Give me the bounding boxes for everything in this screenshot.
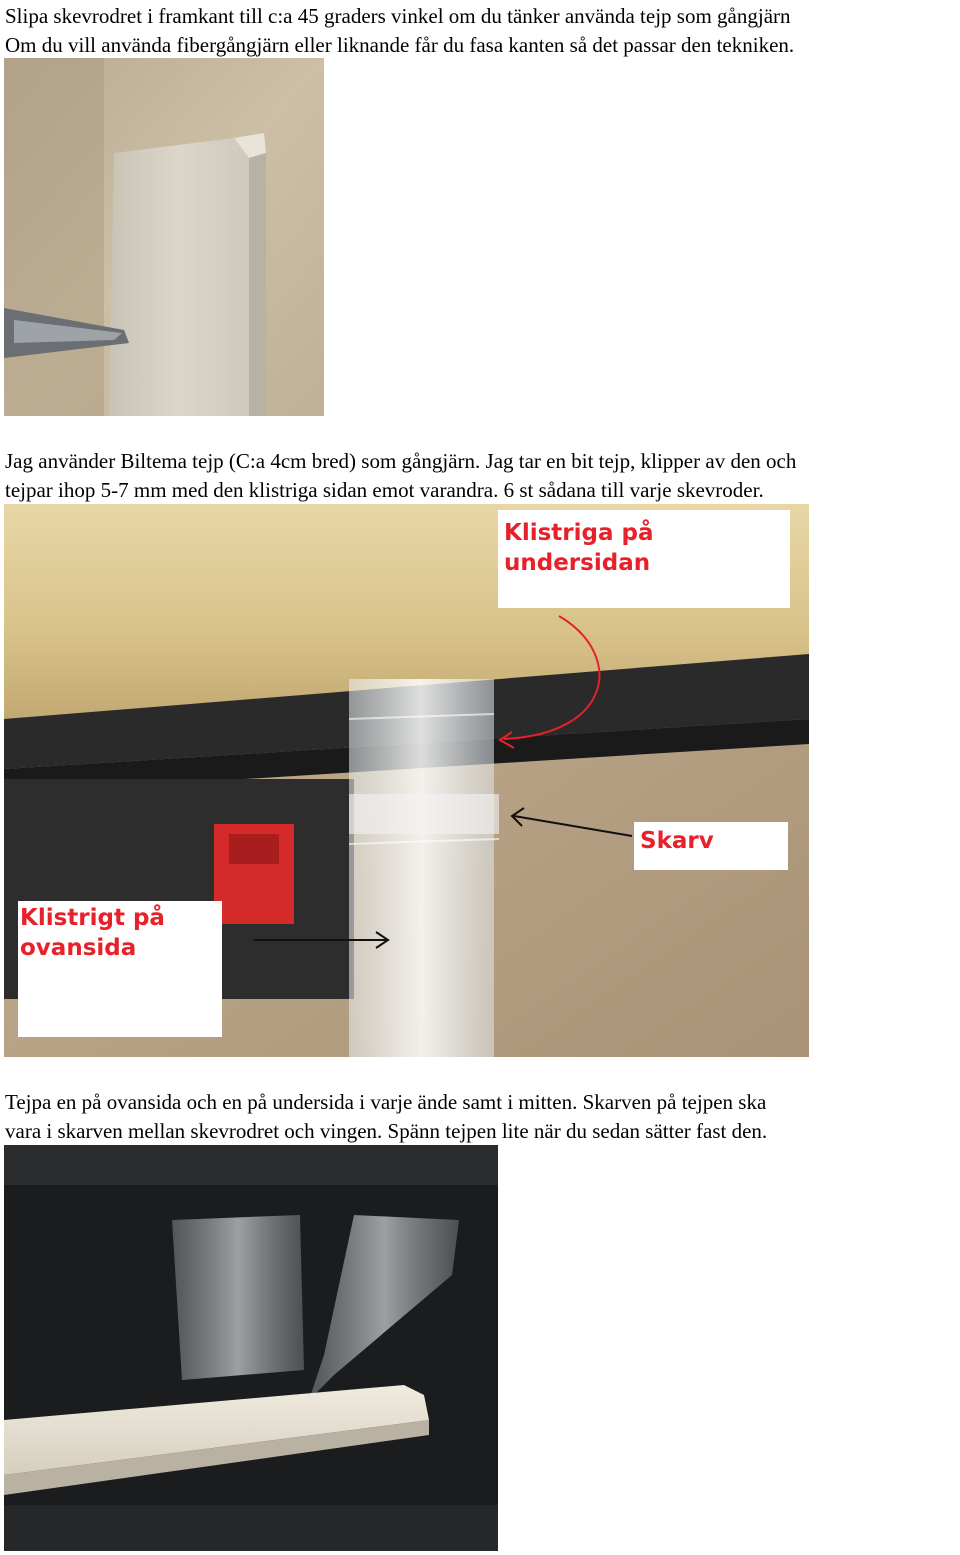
callout-joint-label: Skarv bbox=[640, 828, 714, 854]
intro-line-1: Slipa skevrodret i framkant till c:a 45 graders vinkel om du tänker använda tejp som gångjärn bbox=[5, 4, 791, 28]
callout-sticky-topside-line-2: ovansida bbox=[20, 935, 137, 961]
callout-sticky-underside-line-2: undersidan bbox=[504, 550, 651, 576]
attach-line-1: Tejpa en på ovansida och en på undersida i varje ände samt i mitten. Skarven på tejpen ska bbox=[5, 1090, 767, 1114]
callout-sticky-underside-line-1: Klistriga på bbox=[504, 520, 654, 546]
tape-hinge-line-2: tejpar ihop 5-7 mm med den klistriga sidan emot varandra. 6 st sådana till varje skevroder. bbox=[5, 478, 764, 502]
photo-tape-on-aileron bbox=[4, 1145, 498, 1551]
callout-sticky-topside-line-1: Klistrigt på bbox=[20, 905, 165, 931]
callout-sticky-underside bbox=[498, 510, 790, 608]
intro-line-2: Om du vill använda fibergångjärn eller liknande får du fasa kanten så det passar den tekniken. bbox=[5, 33, 795, 57]
attach-instructions-paragraph bbox=[5, 1088, 960, 1146]
photo-tape-hinge-annotated bbox=[4, 504, 809, 1057]
intro-paragraph bbox=[5, 2, 960, 60]
tape-hinge-paragraph bbox=[5, 447, 960, 505]
photo-beveled-aileron bbox=[4, 58, 324, 416]
attach-line-2: vara i skarven mellan skevrodret och vingen. Spänn tejpen lite när du sedan sätter fast den. bbox=[5, 1119, 768, 1143]
callout-sticky-topside bbox=[18, 901, 222, 1037]
callout-joint bbox=[634, 822, 788, 870]
tape-hinge-line-1: Jag använder Biltema tejp (C:a 4cm bred) som gångjärn. Jag tar en bit tejp, klipper av den och bbox=[5, 449, 797, 473]
